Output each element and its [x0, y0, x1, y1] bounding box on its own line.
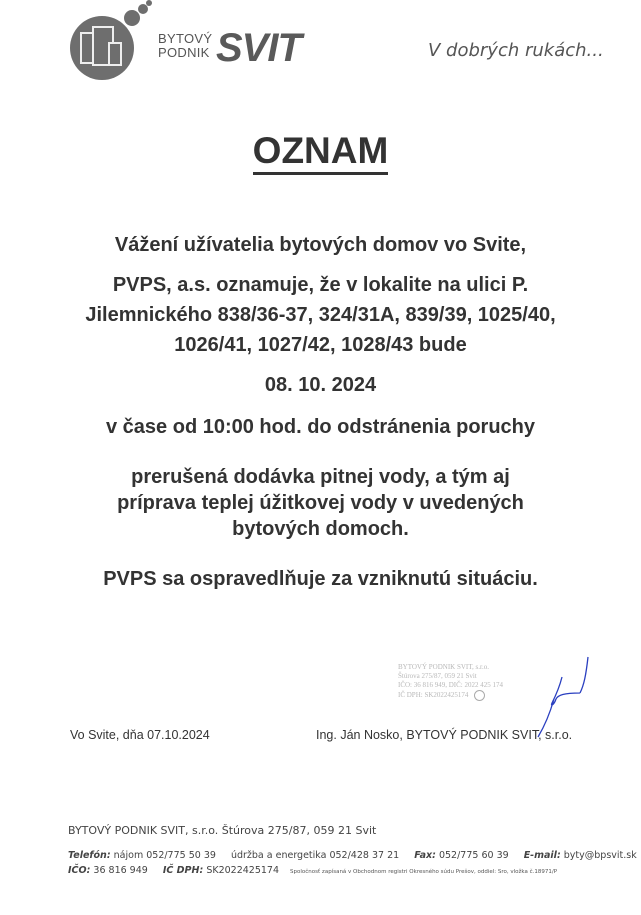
icdph-number: SK2022425174 — [206, 865, 280, 876]
slogan: V dobrých rukách... — [428, 40, 604, 61]
company-stamp: BYTOVÝ PODNIK SVIT, s.r.o. Štúrova 275/87, 059 21 Svit IČO: 36 816 949, DIČ: 2022 425 174 IČ DPH: SK2022425174 — [398, 663, 503, 700]
company-address: BYTOVÝ PODNIK SVIT, s.r.o. Štúrova 275/87, 059 21 Svit — [68, 824, 377, 837]
logo-text: BYTOVÝ PODNIK — [158, 31, 213, 60]
company-logo — [68, 4, 318, 84]
building-logo-icon — [70, 16, 134, 80]
fax-number: 052/775 60 39 — [438, 850, 509, 861]
document-title: OZNAM — [0, 130, 641, 172]
outage-line: prerušená dodávka pitnej vody, a tým aj — [131, 466, 510, 488]
announcement-line: 1026/41, 1027/42, 1028/43 bude — [174, 334, 467, 356]
announcement-line: Jilemnického 838/36-37, 324/31A, 839/39, 1025/40, — [85, 304, 556, 326]
email-link[interactable]: byty@bpsvit.sk — [563, 850, 637, 861]
ids-line: IČO: 36 816 949 IČ DPH: SK2022425174 Spoločnosť zapísaná v Obchodnom registri Okresného súdu Prešov, oddiel: Sro, vložka č.18971/P — [68, 865, 558, 876]
ico-number: 36 816 949 — [93, 865, 148, 876]
place-date: Vo Svite, dňa 07.10.2024 — [70, 728, 210, 742]
stamp-number-icon — [474, 690, 485, 701]
signatory: Ing. Ján Nosko, BYTOVÝ PODNIK SVIT, s.r.o. — [316, 728, 573, 742]
phone-maintenance: údržba a energetika 052/428 37 21 — [230, 850, 400, 861]
phone-rent: nájom 052/775 50 39 — [113, 850, 216, 861]
announcement-line: PVPS, a.s. oznamuje, že v lokalite na ulici P. — [112, 274, 529, 296]
outage-date: 08. 10. 2024 — [264, 374, 377, 396]
greeting: Vážení užívatelia bytových domov vo Svite, — [114, 234, 527, 256]
logo-brand: SVIT — [216, 26, 301, 70]
time-line: v čase od 10:00 hod. do odstránenia poruchy — [106, 416, 535, 438]
outage-line: príprava teplej úžitkovej vody v uvedených — [117, 492, 524, 514]
outage-line: bytových domoch. — [232, 518, 409, 540]
apology: PVPS sa ospravedlňuje za vzniknutú situáciu. — [103, 568, 538, 590]
contact-line: Telefón: nájom 052/775 50 39 údržba a energetika 052/428 37 21 Fax: 052/775 60 39 E-mail: byty@bpsvit.sk — [68, 850, 637, 861]
registry-note: Spoločnosť zapísaná v Obchodnom registri Okresného súdu Prešov, oddiel: Sro, vložka č.18971/P — [290, 869, 558, 875]
